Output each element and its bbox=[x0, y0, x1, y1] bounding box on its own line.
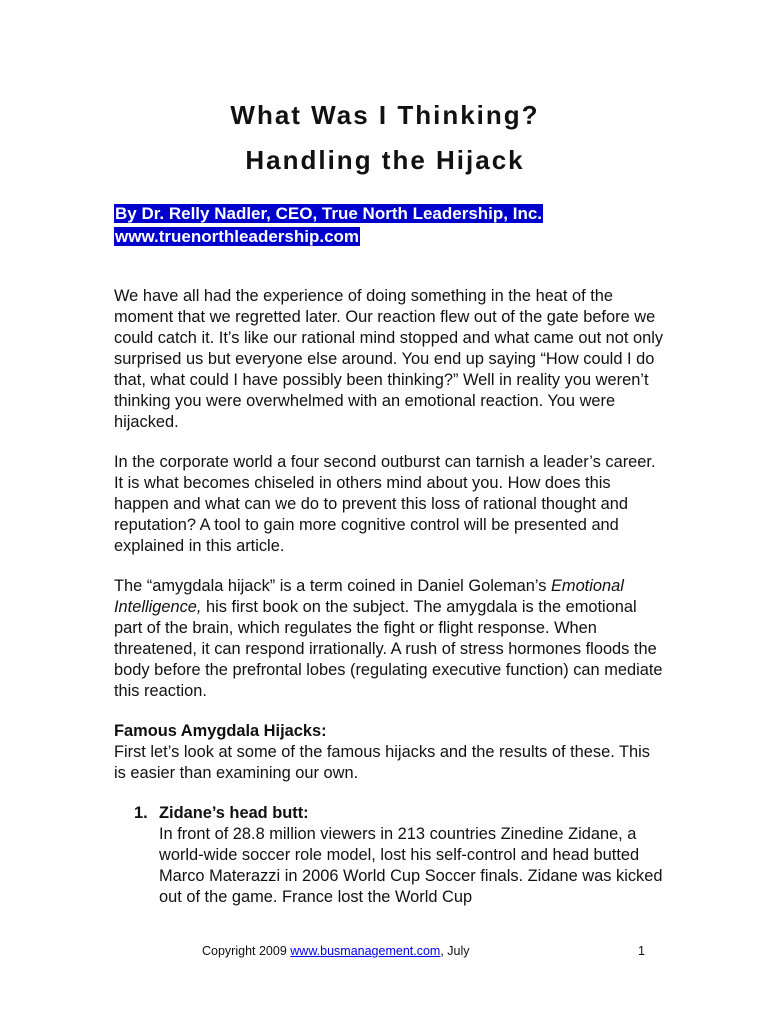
section-intro: First let’s look at some of the famous hijacks and the results of these. This is easier than examining our own. bbox=[114, 743, 650, 782]
document-title-line-1: What Was I Thinking? bbox=[230, 100, 540, 130]
list-item-title: Zidane’s head butt: bbox=[159, 804, 309, 822]
byline-website: www.truenorthleadership.com bbox=[115, 227, 360, 246]
byline bbox=[114, 202, 543, 248]
list-item bbox=[114, 803, 664, 908]
page-number: 1 bbox=[638, 944, 645, 958]
paragraph-3 bbox=[114, 576, 664, 702]
section-heading: Famous Amygdala Hijacks: bbox=[114, 722, 327, 740]
paragraph-2: In the corporate world a four second outburst can tarnish a leader’s career. It is what becomes chiseled in others mind about you. How does this happen and what can we do to prevent this loss of rational thought and reputation? A tool to gain more cognitive control will be presented and explained in this article. bbox=[114, 453, 656, 555]
paragraph-3-end: his first book on the subject. The amygdala is the emotional part of the brain, which regulates the fight or flight response. When threatened, it can respond irrationally. A rush of stress hormones floods the body before the prefrontal lobes (regulating executive function) can mediate this reaction. bbox=[114, 598, 663, 700]
hijack-list bbox=[114, 803, 664, 908]
footer-suffix: , July bbox=[440, 944, 470, 958]
document-title-line-2: Handling the Hijack bbox=[245, 145, 525, 175]
paragraph-1: We have all had the experience of doing something in the heat of the moment that we regretted later. Our reaction flew out of the gate before we could catch it. It’s like our rational mind stopped and what came out not only surprised us but everyone else around. You end up saying “How could I do that, what could I have possibly been thinking?” Well in reality you weren’t thinking you were overwhelmed with an emotional reaction. You were hijacked. bbox=[114, 287, 664, 431]
list-item-number: 1. bbox=[134, 804, 148, 822]
footer-link[interactable]: www.busmanagement.com bbox=[290, 944, 441, 958]
byline-author: By Dr. Relly Nadler, CEO, True North Leadership, Inc. bbox=[115, 204, 543, 223]
footer-copyright-prefix: Copyright 2009 bbox=[202, 944, 291, 958]
book-title: Emotional Intelligence, bbox=[114, 577, 624, 616]
footer-copyright bbox=[202, 944, 470, 958]
article-body bbox=[114, 286, 664, 908]
list-item-text: In front of 28.8 million viewers in 213 countries Zinedine Zidane, a world-wide soccer role model, lost his self-control and head butted Marco Materazzi in 2006 World Cup Soccer finals. Zidane was kicked out of the game. France lost the World Cup bbox=[159, 825, 663, 906]
paragraph-3-start: The “amygdala hijack” is a term coined in Daniel Goleman’s bbox=[114, 577, 551, 595]
